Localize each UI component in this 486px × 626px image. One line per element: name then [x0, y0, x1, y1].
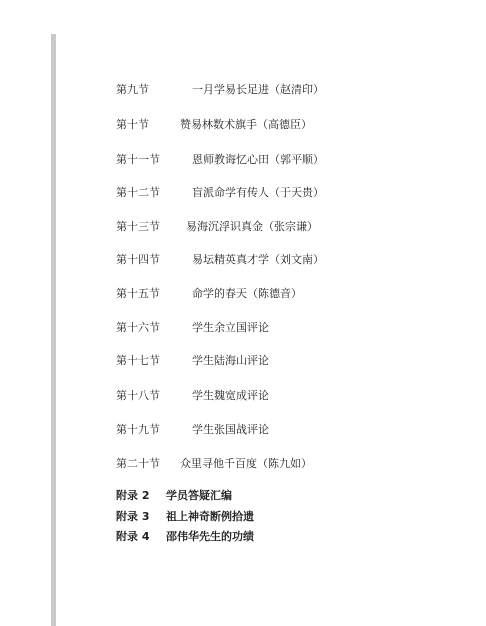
section-number: 第十九节	[116, 423, 160, 436]
toc-entry	[0, 319, 486, 337]
section-title: 学生余立国评论	[192, 321, 269, 334]
section-title: 易坛精英真才学（刘文南）	[192, 253, 324, 266]
toc-entry	[0, 285, 486, 303]
section-number: 第十三节	[116, 220, 160, 233]
section-number: 第十八节	[116, 389, 160, 402]
section-title: 学生陆海山评论	[192, 354, 269, 367]
section-number: 第二十节	[116, 457, 160, 470]
section-number: 第十七节	[116, 354, 160, 367]
section-title: 易海沉浮识真金（张宗谦）	[186, 220, 318, 233]
appendix-number: 附录 2	[116, 489, 150, 502]
appendix-entry	[116, 529, 254, 545]
section-number: 第十节	[116, 118, 149, 131]
appendix-title: 祖上神奇断例拾遗	[166, 510, 254, 523]
toc-entry	[0, 455, 486, 473]
section-number: 第十四节	[116, 253, 160, 266]
section-number: 第十五节	[116, 287, 160, 300]
section-title: 学生张国战评论	[192, 423, 269, 436]
appendix-entry	[116, 488, 232, 504]
toc-entry	[0, 421, 486, 439]
toc-entry	[0, 151, 486, 169]
section-title: 赞易林数术旗手（高德臣）	[180, 118, 312, 131]
toc-entry	[0, 184, 486, 202]
section-number: 第十一节	[116, 153, 160, 166]
toc-entry	[0, 81, 486, 99]
section-number: 第十二节	[116, 186, 160, 199]
section-title: 命学的春天（陈德音）	[192, 287, 302, 300]
toc-entry	[0, 352, 486, 370]
appendix-number: 附录 3	[116, 510, 150, 523]
toc-entry	[0, 251, 486, 269]
section-title: 学生魏宽成评论	[192, 389, 269, 402]
section-title: 众里寻他千百度（陈九如）	[180, 457, 312, 470]
section-title: 一月学易长足进（赵清印）	[192, 83, 324, 96]
appendix-number: 附录 4	[116, 530, 150, 543]
section-title: 盲派命学有传人（于天贵）	[192, 186, 324, 199]
section-number: 第九节	[116, 83, 149, 96]
appendix-entry	[116, 509, 254, 525]
toc-entry	[0, 387, 486, 405]
toc-entry	[0, 116, 486, 134]
appendix-title: 邵伟华先生的功绩	[166, 530, 254, 543]
appendix-title: 学员答疑汇编	[166, 489, 232, 502]
section-title: 恩师教诲忆心田（郭平顺）	[192, 153, 324, 166]
section-number: 第十六节	[116, 321, 160, 334]
toc-entry	[0, 218, 486, 236]
